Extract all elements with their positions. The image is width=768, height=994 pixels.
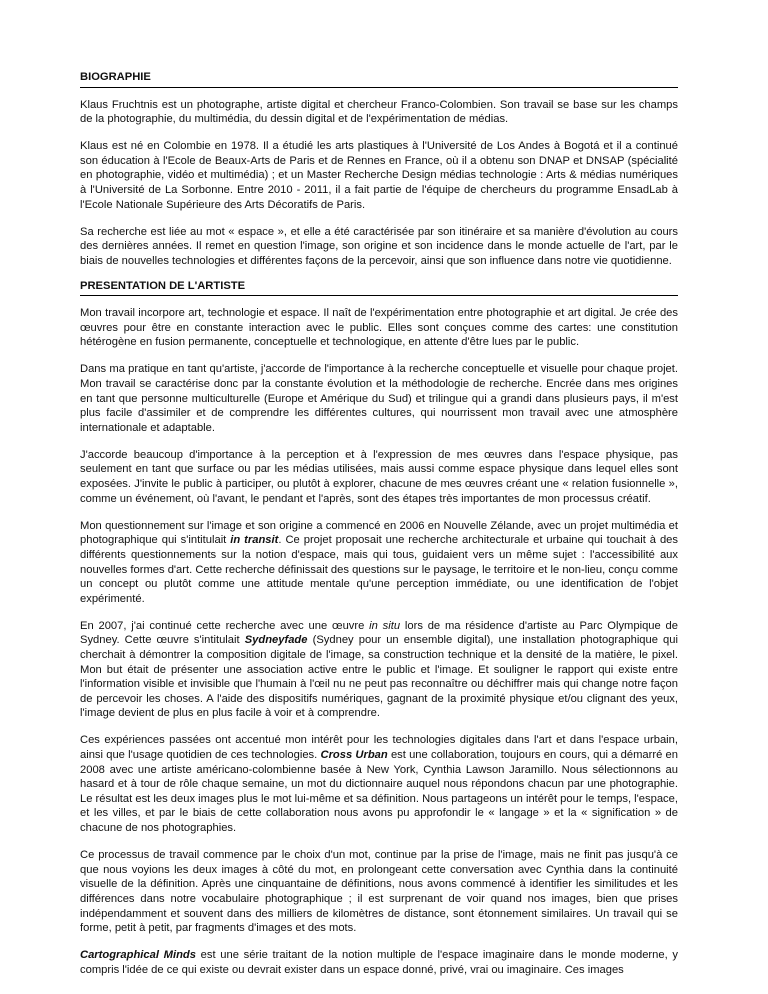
section-heading-biographie: BIOGRAPHIE [80, 70, 678, 88]
paragraph [80, 519, 678, 607]
text-run: . Ce projet proposait une recherche architecturale et urbaine qui touchait à des différents questionnements sur la notion d'espace, mais qui tous, guidaient vers un même sujet : l'accessibilité aux nouvelles formes d'art. Cette recherche définissait des questions sur le paysage, le territoire et le non-lieu, conçu comme un concept ou plutôt comme une attitude mentale qu'une perception immédiate, ou une identification de l'objet expérimenté. [80, 534, 678, 605]
paragraph [80, 733, 678, 835]
work-title-in-transit: in transit [230, 534, 279, 547]
work-title-cross-urban: Cross Urban [320, 749, 388, 762]
section-heading-presentation: PRESENTATION DE L'ARTISTE [80, 279, 678, 297]
text-run: Mon questionnement sur l'image et son origine a commencé en 2006 en Nouvelle Zélande, avec un projet multimédia et photographique qui s'intitulait [80, 519, 678, 547]
paragraph: Mon travail incorpore art, technologie et espace. Il naît de l'expérimentation entre photographie et art digital. Je crée des œuvres pour être en constante interaction avec le public. Elles sont conçues comme des cartes: une constitution hétérogène en fusion permanente, conceptuelle et technologique, en attente d'être lues par le public. [80, 307, 678, 349]
text-run: En 2007, j'ai continué cette recherche avec une œuvre [80, 619, 370, 632]
paragraph: Ce processus de travail commence par le choix d'un mot, continue par la prise de l'image, mais ne finit pas jusqu'à ce que nous voyions les deux images à côté du mot, en prolongeant cette conversation avec Cynthia dans la continuité visuelle de la définition. Après une cinquantaine de définitions, nous avons commencé à identifier les similitudes et les différences dans notre vocabulaire photographique ; il est surprenant de voir quand nos images, bien que prises indépendamment et souvent dans des milliers de kilomètres de distance, sont étonnement similaires. Un travail qui se forme, petit à petit, par fragments d'images et des mots. [80, 849, 678, 935]
text-run: lors de ma résidence d'artiste au Parc Olympique de Sydney. Cette œuvre s'intitulait [80, 619, 678, 647]
paragraph [80, 619, 678, 721]
text-run: est une série traitant de la notion multiple de l'espace imaginaire dans le monde moderne, y compris l'idée de ce qui existe ou devrait exister dans un espace donné, privé, vrai ou imaginaire. Ces images [80, 949, 678, 976]
work-title-sydneyfade: Sydneyfade [244, 634, 308, 647]
work-title-cartographical-minds: Cartographical Minds [80, 949, 196, 962]
text-run: est une collaboration, toujours en cours, qui a démarré en 2008 avec une artiste américano-colombienne basée à New York, Cynthia Lawson Jaramillo. Nous sélectionnons au hasard et à tour de rôle chaque semaine, un mot du dictionnaire auquel nous répondons chacun par une photographie. Le résultat est les deux images plus le mot lui-même et sa définition. Nous partageons un intérêt pour le temps, l'espace, et les villes, et par le biais de cette collaboration nous avons pu approfondir le « langage » et la « signification » de chacune de nos photographies. [80, 749, 678, 835]
paragraph: Dans ma pratique en tant qu'artiste, j'accorde de l'importance à la recherche conceptuelle et visuelle pour chaque projet. Mon travail se caractérise donc par la constante évolution et la méthodologie de recherche. Encrée dans mes origines en tant que personne multiculturelle (Europe et Amérique du Sud) et trilingue qui a grandi dans plusieurs pays, il m'est plus facile d'assimiler et de comprendre les différentes cultures, qui nourrissent mon travail avec une atmosphère internationale et adaptable. [80, 363, 678, 434]
italic-in-situ: in situ [369, 619, 401, 632]
paragraph: Klaus Fruchtnis est un photographe, artiste digital et chercheur Franco-Colombien. Son travail se base sur les champs de la photographie, du multimédia, du dessin digital et de l'expérimentation de médias. [80, 98, 678, 126]
paragraph: Sa recherche est liée au mot « espace », et elle a été caractérisée par son itinéraire et sa manière d'évolution au cours des dernières années. Il remet en question l'image, son origine et son incidence dans le monde actuelle de l'art, par le biais de nouvelles technologies et différentes façons de la percevoir, ainsi que son influence dans notre vie quotidienne. [80, 225, 678, 267]
document-page [80, 70, 678, 977]
paragraph: Klaus est né en Colombie en 1978. Il a étudié les arts plastiques à l'Université de Los Andes à Bogotá et il a continué son éducation à l'Ecole de Beaux-Arts de Paris et de Rennes en France, où il a obtenu son DNAP et DNSAP (spécialité en photographie, vidéo et multimédia) ; et un Master Recherche Design médias technologie : Arts & médias numériques à l'Université de La Sorbonne. Entre 2010 - 2011, il a fait partie de l'équipe de chercheurs du programme EnsadLab à l'Ecole Nationale Supérieure des Arts Décoratifs de Paris. [80, 140, 678, 211]
paragraph [80, 948, 678, 977]
text-run: Ces expériences passées ont accentué mon intérêt pour les technologies digitales dans l'art et dans l'espace urbain, ainsi que l'usage quotidien de ces technologies. [80, 734, 678, 762]
text-run: (Sydney pour un ensemble digital), une installation photographique qui cherchait à démontrer la composition digitale de l'image, sa construction technique et la densité de la matière, le pixel. Mon but était de présenter une association active entre le public et l'image. Et souligner le rapport qui existe entre l'information visible et invisible que l'humain à l'œil nu ne peut pas reconnaître ou déchiffrer mais qui change notre façon de percevoir les choses. A l'aide des dispositifs numériques, gagnant de la proximité physique et/ou clignant des yeux, l'image devient de plus en plus facile à voir et à comprendre. [80, 634, 678, 720]
paragraph: J'accorde beaucoup d'importance à la perception et à l'expression de mes œuvres dans l'espace physique, pas seulement en tant que surface ou par les médias utilisées, mais aussi comme espace physique dans lequel elles sont exposées. J'invite le public à participer, ou plutôt à explorer, chacune de mes œuvres créant une « relation fusionnelle », comme un événement, où l'avant, le pendant et l'après, sont des étapes très importantes de mon processus créatif. [80, 448, 678, 505]
